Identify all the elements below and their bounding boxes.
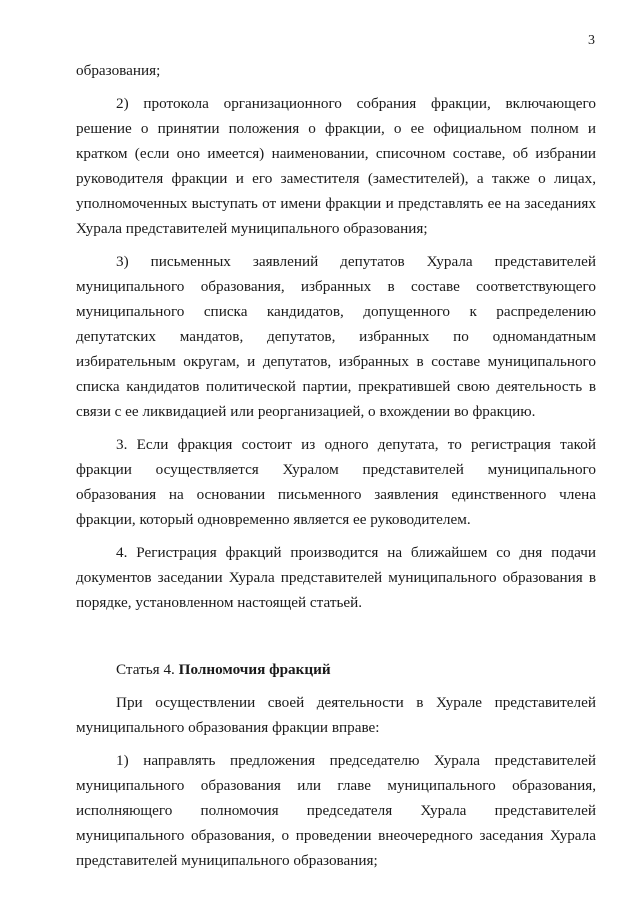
article-title: Полномочия фракций [178, 661, 331, 678]
paragraph-intro: При осуществлении своей деятельности в Хурале представителей муниципального образования фракции вправе: [76, 694, 596, 736]
paragraph-right-1: 1) направлять предложения председателю Хурала представителей муниципального образования или главе муниципального образования, исполняющего полномочия председателя Хурала представителей муниципального образования, о проведении внеочередного заседания Хурала представителей муниципального образования; [76, 752, 596, 869]
paragraph-item-2: 2) протокола организационного собрания фракции, включающего решение о принятии положения о фракции, о ее официальном полном и кратком (если оно имеется) наименовании, списочном составе, об избрании руководителя фракции и его заместителя (заместителей), а также о лицах, уполномоченных выступать от имени фракции и представлять ее на заседаниях Хурала представителей муниципального образования; [76, 95, 596, 237]
paragraph-item-3: 3) письменных заявлений депутатов Хурала представителей муниципального образования, избранных в составе соответствующего муниципального списка кандидатов, допущенного к распределению депутатских мандатов, депутатов, избранных по одномандатным избирательным округам, и депутатов, избранных в составе муниципального списка кандидатов политической партии, прекратившей свою деятельность в связи с ее ликвидацией или реорганизацией, о вхождении во фракцию. [76, 253, 596, 420]
article-number: Статья 4. [116, 661, 179, 678]
document-body [76, 58, 596, 873]
page-number: 3 [588, 33, 595, 48]
paragraph-point-3: 3. Если фракция состоит из одного депутата, то регистрация такой фракции осуществляется Хуралом представителей муниципального образования на основании письменного заявления единственного члена фракции, который одновременно является ее руководителем. [76, 436, 596, 528]
paragraph-continuation: образования; [76, 62, 161, 79]
article-heading [76, 657, 596, 682]
paragraph-point-4: 4. Регистрация фракций производится на ближайшем со дня подачи документов заседании Хурала представителей муниципального образования в порядке, установленном настоящей статьей. [76, 544, 596, 611]
